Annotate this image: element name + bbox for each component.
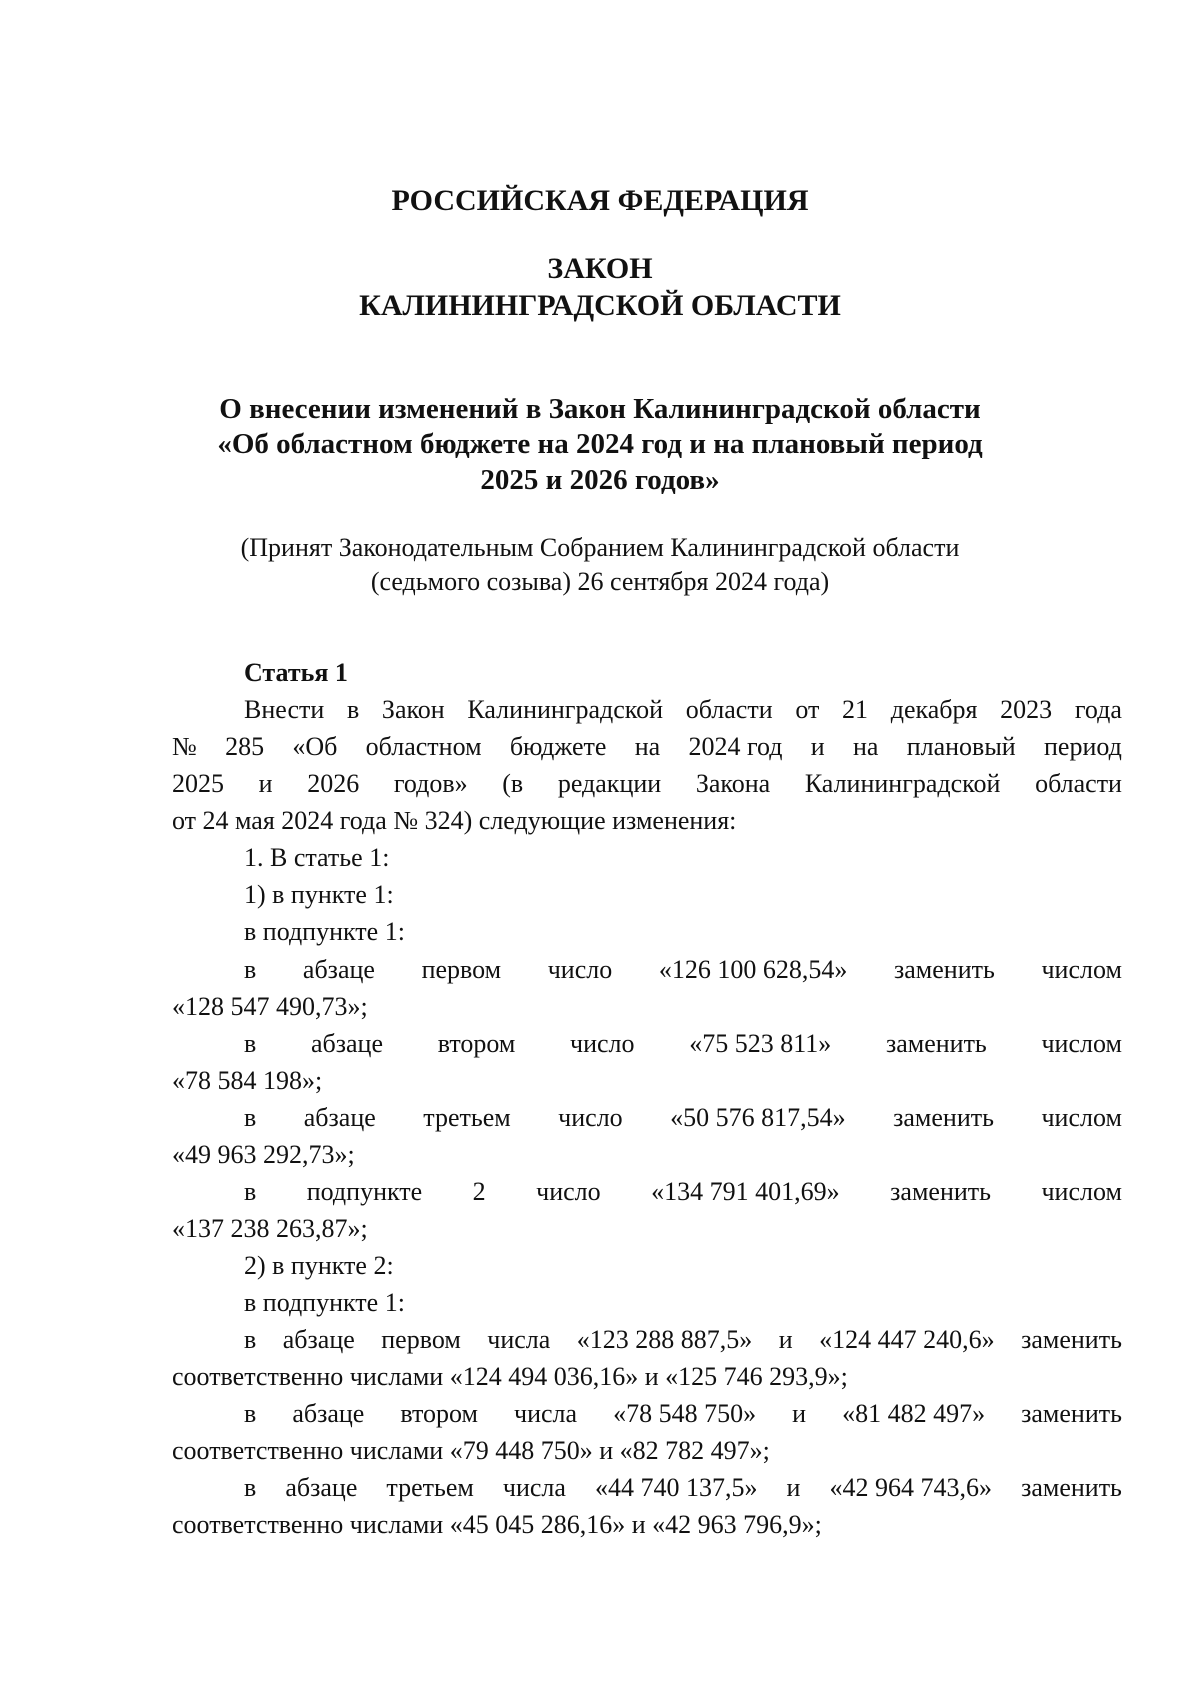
word: редакции (557, 769, 662, 798)
word: число (536, 1177, 601, 1206)
word: в (244, 1103, 257, 1132)
word: числа (487, 1325, 551, 1354)
word: «81 482 497» (842, 1399, 986, 1428)
word: годов» (393, 769, 468, 798)
word: 21 (842, 695, 869, 724)
federation-heading: РОССИЙСКАЯ ФЕДЕРАЦИЯ (391, 184, 809, 217)
word: «123 288 887,5» (576, 1325, 753, 1354)
word: период (1044, 732, 1122, 761)
word: 2023 (1000, 695, 1053, 724)
article-heading: Статья 1 (244, 658, 348, 687)
para-3-line-2: «49 963 292,73»; (172, 1140, 355, 1169)
law-title-line-3: 2025 и 2026 годов» (480, 464, 720, 496)
word: области (1035, 769, 1122, 798)
intro-line-3 (172, 769, 1122, 799)
word: абзаце (285, 1473, 358, 1502)
item-1: 1. В статье 1: (244, 843, 390, 872)
word: на (852, 732, 879, 761)
word: первом (421, 955, 502, 984)
word: заменить (1021, 1399, 1122, 1428)
intro-line-1 (244, 695, 1122, 725)
word: «124 447 240,6» (819, 1325, 995, 1354)
word: числом (1041, 1177, 1122, 1206)
word: от (795, 695, 820, 724)
word: 285 (225, 732, 265, 761)
word: абзаце (282, 1325, 355, 1354)
word: Закона (695, 769, 771, 798)
word: областном (365, 732, 482, 761)
word: в (244, 955, 257, 984)
word: № (172, 732, 197, 761)
word: подпункте (306, 1177, 423, 1206)
word: 2025 (172, 769, 224, 798)
word: «42 964 743,6» (829, 1473, 993, 1502)
word: «78 548 750» (613, 1399, 757, 1428)
word: «50 576 817,54» (670, 1103, 846, 1132)
para-6-line-2: соответственно числами «79 448 750» и «82 782 497»; (172, 1436, 770, 1465)
word: Внести (244, 695, 325, 724)
para-2-line-1 (244, 1029, 1122, 1059)
word: и (810, 732, 825, 761)
para-1-line-1 (244, 955, 1122, 985)
word: числа (514, 1399, 578, 1428)
word: 2026 (307, 769, 360, 798)
word: (в (502, 769, 524, 798)
para-6-line-1 (244, 1399, 1122, 1429)
word: 2 (472, 1177, 486, 1206)
para-7-line-2: соответственно числами «45 045 286,16» и «42 963 796,9»; (172, 1510, 822, 1539)
word: в (244, 1177, 257, 1206)
word: абзаце (302, 955, 375, 984)
word: бюджете (509, 732, 607, 761)
word: числом (1041, 1103, 1122, 1132)
word: первом (381, 1325, 461, 1354)
word: втором (400, 1399, 478, 1428)
word: третьем (423, 1103, 511, 1132)
para-7-line-1 (244, 1473, 1122, 1503)
word: «134 791 401,69» (651, 1177, 840, 1206)
word: «75 523 811» (689, 1029, 832, 1058)
word: в (244, 1325, 257, 1354)
word: области (685, 695, 773, 724)
word: число (547, 955, 613, 984)
word: Закон (381, 695, 445, 724)
word: Калининградской (804, 769, 1001, 798)
word: Калининградской (467, 695, 664, 724)
word: число (570, 1029, 635, 1058)
para-3-line-1 (244, 1103, 1122, 1133)
word: в (244, 1399, 257, 1428)
word: заменить (893, 955, 995, 984)
word: в (244, 1473, 257, 1502)
subpoint-2: в подпункте 1: (244, 1288, 405, 1317)
subitem-2: 2) в пункте 2: (244, 1251, 394, 1280)
word: в (244, 1029, 257, 1058)
word: и (258, 769, 273, 798)
word: и (792, 1399, 807, 1428)
law-heading: ЗАКОН (547, 252, 653, 285)
word: «44 740 137,5» (595, 1473, 758, 1502)
word: числом (1041, 1029, 1122, 1058)
word: заменить (885, 1029, 987, 1058)
word: «Об (292, 732, 338, 761)
adoption-note-line-2: (седьмого созыва) 26 сентября 2024 года) (370, 567, 830, 596)
word: абзаце (292, 1399, 365, 1428)
word: на (634, 732, 661, 761)
intro-line-4: от 24 мая 2024 года № 324) следующие изменения: (172, 806, 737, 835)
word: третьем (386, 1473, 474, 1502)
word: и (778, 1325, 793, 1354)
para-5-line-1 (244, 1325, 1122, 1355)
para-5-line-2: соответственно числами «124 494 036,16» и «125 746 293,9»; (172, 1362, 848, 1391)
law-title-line-1: О внесении изменений в Закон Калининградской области (219, 393, 981, 425)
word: заменить (1021, 1325, 1122, 1354)
word: в (346, 695, 360, 724)
word: абзаце (310, 1029, 384, 1058)
word: «126 100 628,54» (658, 955, 848, 984)
subpoint-1: в подпункте 1: (244, 917, 405, 946)
word: заменить (893, 1103, 994, 1132)
word: числом (1041, 955, 1122, 984)
word: число (558, 1103, 623, 1132)
para-1-line-2: «128 547 490,73»; (172, 992, 368, 1021)
word: абзаце (303, 1103, 376, 1132)
law-title-line-2: «Об областном бюджете на 2024 год и на плановый период (217, 428, 983, 460)
word: и (786, 1473, 801, 1502)
article-body (172, 0, 1122, 1698)
subitem-1: 1) в пункте 1: (244, 880, 394, 909)
intro-line-2 (172, 732, 1122, 762)
para-2-line-2: «78 584 198»; (172, 1066, 323, 1095)
word: декабря (890, 695, 978, 724)
word: заменить (890, 1177, 991, 1206)
word: года (1074, 695, 1122, 724)
para-4-line-2: «137 238 263,87»; (172, 1214, 368, 1243)
adoption-note-line-1: (Принят Законодательным Собранием Калининградской области (240, 533, 960, 562)
word: втором (437, 1029, 516, 1058)
para-4-line-1 (244, 1177, 1122, 1207)
word: заменить (1021, 1473, 1122, 1502)
region-heading: КАЛИНИНГРАДСКОЙ ОБЛАСТИ (359, 289, 841, 322)
word: 2024 год (688, 732, 783, 761)
word: плановый (906, 732, 1016, 761)
word: числа (502, 1473, 566, 1502)
